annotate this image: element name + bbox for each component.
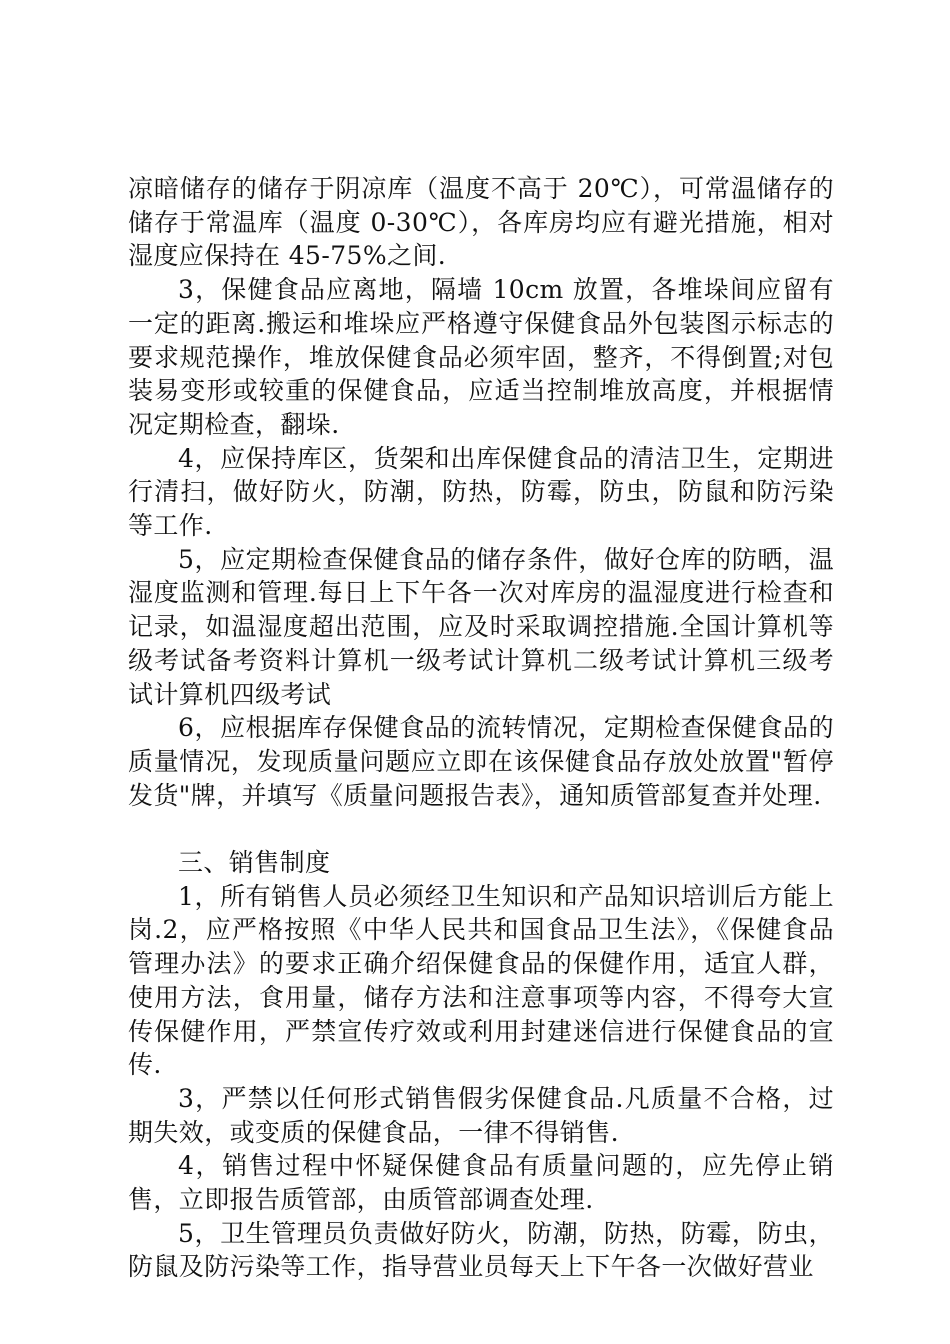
paragraph-storage-conditions: 凉暗储存的储存于阴凉库（温度不高于 20℃），可常温储存的储存于常温库（温度 0-30℃），各库房均应有避光措施，相对湿度应保持在 45-75%之间. (128, 174, 834, 271)
paragraph-item-4-cleaning: 4，应保持库区，货架和出库保健食品的清洁卫生，定期进行清扫，做好防火，防潮，防热，防霉，防虫，防鼠和防污染等工作. (128, 443, 834, 541)
paragraph-item-3-stacking: 3，保健食品应离地，隔墙 10cm 放置，各堆垛间应留有一定的距离.搬运和堆垛应严格遵守保健食品外包装图示标志的要求规范操作，堆放保健食品必须牢固，整齐，不得倒置;对包装易变形或较重的保健食品，应适当控制堆放高度，并根据情况定期检查，翻垛. (128, 275, 834, 439)
paragraph-item-5-inspection: 5，应定期检查保健食品的储存条件，做好仓库的防晒，温湿度监测和管理.每日上下午各一次对库房的温湿度进行检查和记录，如温湿度超出范围，应及时采取调控措施.全国计算机等级考试备考资料计算机一级考试计算机二级考试计算机三级考试计算机四级考试 (128, 544, 834, 709)
paragraph-sales-item-4: 4，销售过程中怀疑保健食品有质量问题的，应先停止销售，立即报告质管部，由质管部调查处理. (128, 1151, 834, 1215)
paragraph-sales-item-3: 3，严禁以任何形式销售假劣保健食品.凡质量不合格，过期失效，或变质的保健食品，一律不得销售. (128, 1083, 834, 1147)
section-heading-sales: 三、销售制度 (178, 848, 331, 878)
paragraph-sales-item-1-2: 1，所有销售人员必须经卫生知识和产品知识培训后方能上岗.2，应严格按照《中华人民共和国食品卫生法》，《保健食品管理办法》的要求正确介绍保健食品的保健作用，适宜人群，使用方法，食用量，储存方法和注意事项等内容，不得夸大宣传保健作用，严禁宣传疗效或利用封建迷信进行保健食品的宣传. (128, 881, 834, 1080)
document-body (128, 172, 834, 1284)
blank-line (128, 812, 834, 846)
paragraph-sales-item-5: 5，卫生管理员负责做好防火，防潮，防热，防霉，防虫，防鼠及防污染等工作，指导营业员每天上下午各一次做好营业 (128, 1218, 834, 1282)
paragraph-item-6-quality: 6，应根据库存保健食品的流转情况，定期检查保健食品的质量情况，发现质量问题应立即在该保健食品存放处放置"暂停发货"牌，并填写《质量问题报告表》，通知质管部复查并处理. (128, 713, 834, 810)
